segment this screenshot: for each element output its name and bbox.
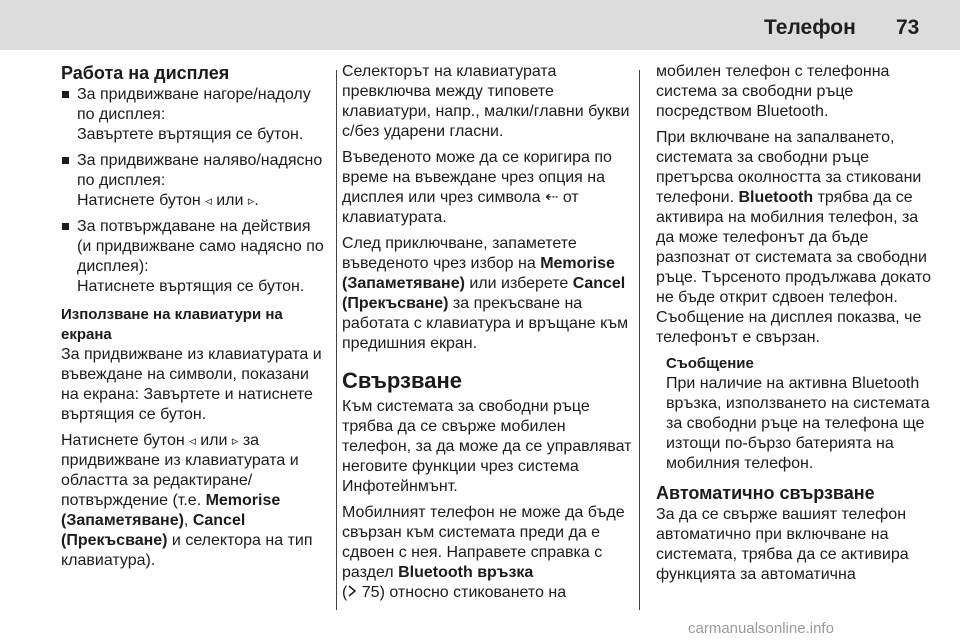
bullet-text: За придвижване нагоре/надолу по дисплея: bbox=[77, 86, 311, 123]
column-2 bbox=[342, 62, 632, 609]
bullet-text: За придвижване наляво/надясно по дисплея: bbox=[77, 152, 323, 189]
note-text: При наличие на активна Bluetooth връзка, използването на системата за свободни ръце на телефона ще изтощи по-бързо батерията на мобилния телефон. bbox=[666, 375, 930, 472]
bold-term: Memorise (Запаметяване) bbox=[61, 492, 281, 529]
arrow-right-icon: ▹ bbox=[231, 433, 239, 448]
watermark: carmanualsonline.info bbox=[688, 620, 834, 637]
paragraph bbox=[342, 234, 632, 354]
bold-term: Bluetooth връзка bbox=[398, 564, 534, 581]
note-box bbox=[656, 354, 932, 474]
text: След приключване, запаметете въведеното чрез избор на bbox=[342, 235, 577, 272]
bold-term: Cancel (Прекъсване) bbox=[61, 512, 246, 549]
backspace-icon: ⇠ bbox=[544, 189, 559, 206]
section-heading: Автоматично свързване bbox=[656, 483, 875, 503]
header-title: Телефон bbox=[764, 16, 856, 39]
bullet-instruction: Завъртете въртящия се бутон. bbox=[77, 126, 304, 143]
text: , bbox=[183, 512, 193, 529]
paragraph: мобилен телефон с телефонна система за свободни ръце посредством Bluetooth. bbox=[656, 63, 890, 120]
or-text: или bbox=[195, 432, 232, 449]
subheading: Използване на клавиатури на екрана bbox=[61, 306, 283, 343]
arrow-right-icon: ▹ bbox=[247, 193, 255, 208]
note-heading: Съобщение bbox=[666, 355, 754, 372]
paragraph bbox=[61, 431, 328, 571]
page-number: 73 bbox=[896, 16, 920, 39]
bold-term: Memorise (Запаметяване) bbox=[342, 255, 615, 292]
text: Мобилният телефон не може да бъде свързан към системата преди да е сдвоен с нея. Направете справка с раздел bbox=[342, 504, 625, 581]
text: Въведеното може да се коригира по време на въвеждане чрез опция на дисплея или чрез символа bbox=[342, 149, 612, 206]
bold-term: Bluetooth bbox=[738, 189, 814, 206]
arrow-left-icon: ◃ bbox=[205, 193, 212, 208]
text: и селектора на тип клавиатура). bbox=[61, 532, 313, 569]
paragraph: Селекторът на клавиатурата превключва между типовете клавиатури, напр., малки/главни букви с/без ударени гласни. bbox=[342, 63, 630, 140]
bullet-text: За потвърждаване на действия (и придвижване само надясно по дисплея): bbox=[77, 218, 324, 275]
period: . bbox=[254, 192, 259, 209]
column-divider bbox=[336, 70, 337, 610]
column-1 bbox=[61, 62, 328, 577]
paragraph: За да се свърже вашият телефон автоматично при включване на системата, трябва да се активира функцията за автоматична bbox=[656, 506, 909, 583]
page-reference: 75 bbox=[361, 584, 380, 601]
page-reference-icon bbox=[347, 584, 357, 601]
text: за прекъсване на работата с клавиатура и връщане към предишния екран. bbox=[342, 295, 629, 352]
arrow-left-icon: ◃ bbox=[189, 433, 196, 448]
column-3 bbox=[656, 62, 932, 591]
section-heading: Работа на дисплея bbox=[61, 63, 230, 83]
text: ( bbox=[342, 584, 348, 601]
bold-term: Cancel (Прекъсване) bbox=[342, 275, 626, 312]
bullet-instruction: Натиснете въртящия се бутон. bbox=[77, 278, 305, 295]
list-item bbox=[61, 217, 328, 297]
section-heading: Свързване bbox=[342, 368, 462, 393]
bullet-instruction: Натиснете бутон bbox=[77, 192, 201, 209]
list-item bbox=[61, 151, 328, 211]
paragraph bbox=[656, 128, 932, 348]
text: от клавиатурата. bbox=[342, 189, 579, 226]
text: трябва да се активира на мобилния телефон, за да може телефонът да бъде разпознат от системата за свободни ръце. Търсеното продължава докато не бъде открит сдвоен телефон. Съобщение на дисплея показва, че телефонът е свързан. bbox=[656, 189, 931, 346]
or-text: или bbox=[211, 192, 248, 209]
text: за придвижване из клавиатурата и областта за редактиране/ потвърждение (т.е. bbox=[61, 432, 299, 509]
text: При включване на запалването, системата за свободни ръце претърсва околността за стиковани телефони. bbox=[656, 129, 922, 206]
text: ) относно стиковането на bbox=[379, 584, 567, 601]
paragraph: За придвижване из клавиатурата и въвеждане на символи, показани на екрана: Завъртете и натиснете въртящия се бутон. bbox=[61, 346, 322, 423]
bullet-list bbox=[61, 85, 328, 297]
paragraph bbox=[342, 148, 632, 228]
paragraph: Към системата за свободни ръце трябва да се свърже мобилен телефон, за да може да се управляват неговите функции чрез система Инфотейнмънт. bbox=[342, 398, 632, 495]
paragraph bbox=[342, 503, 632, 603]
list-item bbox=[61, 85, 328, 145]
text: или изберете bbox=[464, 275, 573, 292]
column-divider bbox=[639, 70, 640, 610]
page-header bbox=[0, 0, 960, 50]
text: Натиснете бутон bbox=[61, 432, 185, 449]
